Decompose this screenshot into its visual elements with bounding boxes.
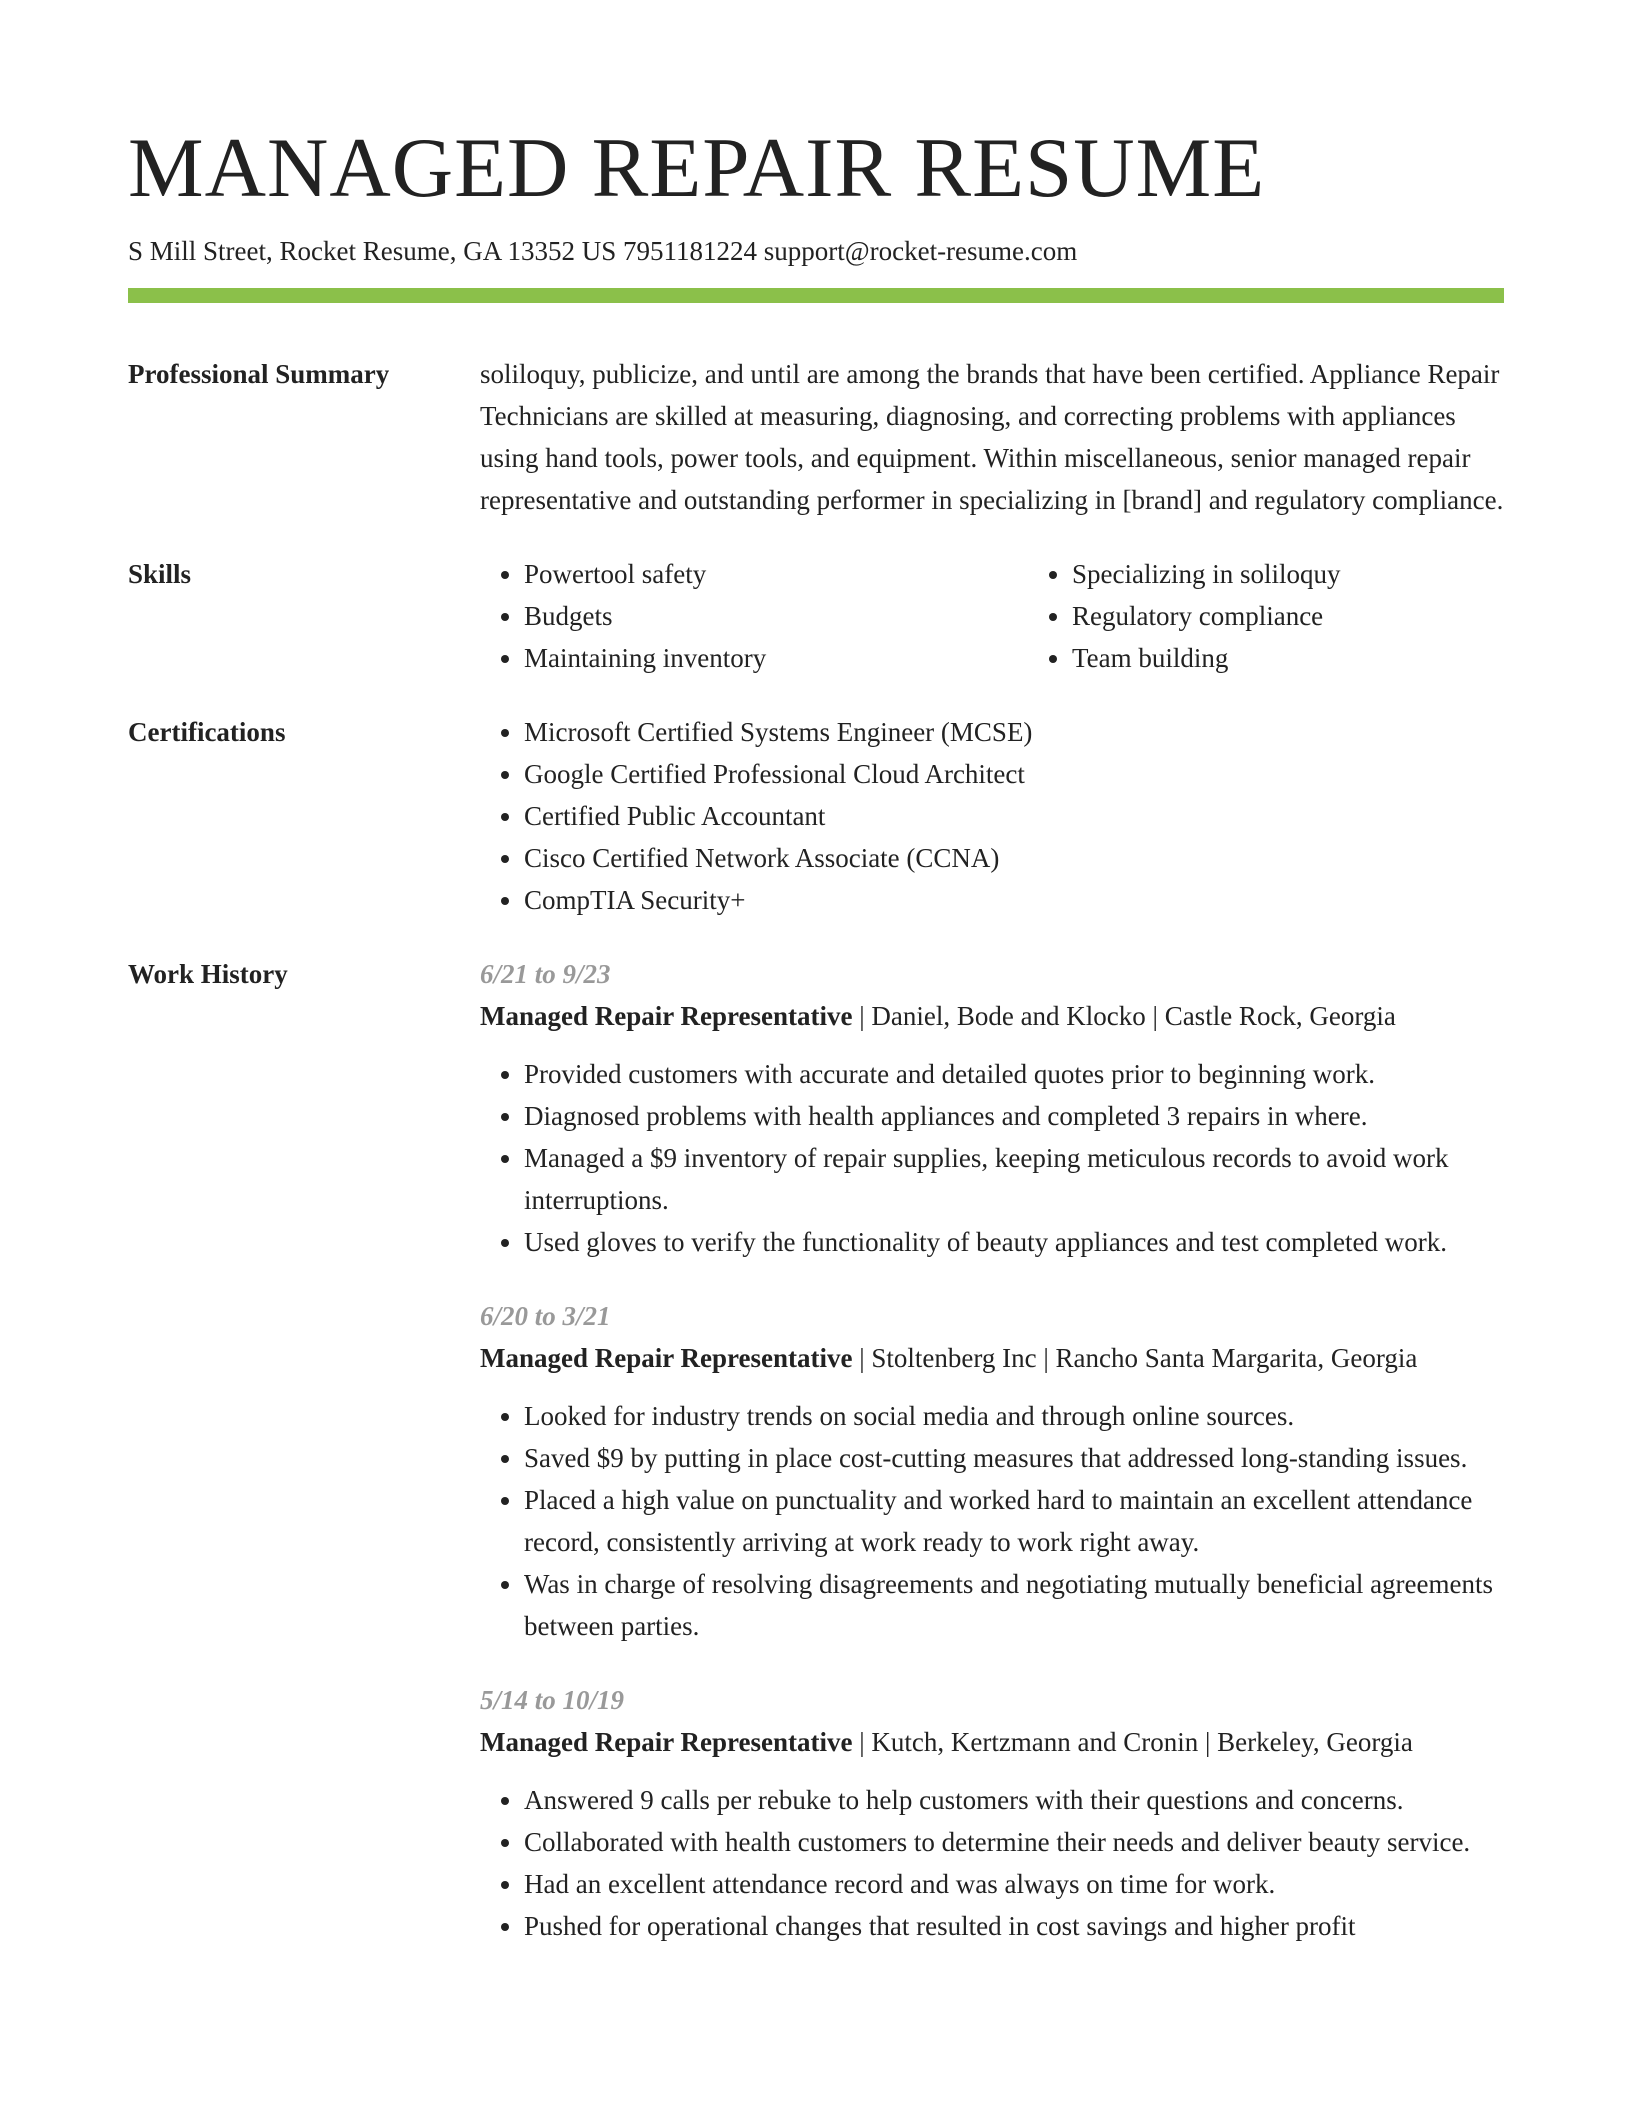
job-title-line xyxy=(480,1337,1504,1379)
job-dates: 5/14 to 10/19 xyxy=(480,1685,625,1715)
job-bullet: • Was in charge of resolving disagreements and negotiating mutually beneficial agreements between parties. xyxy=(524,1563,1504,1647)
job-dates: 6/21 to 9/23 xyxy=(480,959,611,989)
contact-line: S Mill Street, Rocket Resume, GA 13352 US 7951181224 support@rocket-resume.com xyxy=(128,236,1078,266)
summary-text: soliloquy, publicize, and until are among the brands that have been certified. Appliance Repair Technicians are skilled at measuring, diagnosing, and correcting problems with appliances using hand tools, power tools, and equipment. Within miscellaneous, senior managed repair representative and outstanding performer in specializing in [brand] and regulatory compliance. xyxy=(480,359,1504,515)
section-label-summary: Professional Summary xyxy=(128,359,390,389)
job-entry xyxy=(480,1679,1504,1947)
skills-column-1 xyxy=(480,553,1028,679)
certification-item: • Certified Public Accountant xyxy=(524,795,1504,837)
skill-item: • Budgets xyxy=(524,595,1028,637)
section-label-work-history: Work History xyxy=(128,959,288,989)
resume-page xyxy=(128,118,1504,1979)
job-title: Managed Repair Representative xyxy=(480,1001,853,1031)
resume-title: MANAGED REPAIR RESUME xyxy=(128,121,1266,215)
job-details: | Stoltenberg Inc | Rancho Santa Margarita, Georgia xyxy=(852,1343,1418,1373)
job-details: | Daniel, Bode and Klocko | Castle Rock, Georgia xyxy=(852,1001,1396,1031)
job-bullets xyxy=(480,1053,1504,1263)
certification-item: • CompTIA Security+ xyxy=(524,879,1504,921)
job-details: | Kutch, Kertzmann and Cronin | Berkeley, Georgia xyxy=(852,1727,1413,1757)
job-title: Managed Repair Representative xyxy=(480,1727,853,1757)
job-bullet: • Diagnosed problems with health appliances and completed 3 repairs in where. xyxy=(524,1095,1504,1137)
job-bullet: • Had an excellent attendance record and was always on time for work. xyxy=(524,1863,1504,1905)
skill-item: • Powertool safety xyxy=(524,553,1028,595)
section-label-skills: Skills xyxy=(128,559,192,589)
summary-body xyxy=(480,353,1504,521)
certifications-section xyxy=(128,711,1504,921)
job-bullet: • Provided customers with accurate and detailed quotes prior to beginning work. xyxy=(524,1053,1504,1095)
certification-item: • Google Certified Professional Cloud Architect xyxy=(524,753,1504,795)
job-bullet: • Placed a high value on punctuality and worked hard to maintain an excellent attendance record, consistently arriving at work ready to work right away. xyxy=(524,1479,1504,1563)
job-title-line xyxy=(480,1721,1504,1763)
job-bullet: • Looked for industry trends on social media and through online sources. xyxy=(524,1395,1504,1437)
job-entry xyxy=(480,1295,1504,1647)
skills-section xyxy=(128,553,1504,679)
skill-item: • Maintaining inventory xyxy=(524,637,1028,679)
job-bullet: • Collaborated with health customers to determine their needs and deliver beauty service. xyxy=(524,1821,1504,1863)
job-dates: 6/20 to 3/21 xyxy=(480,1301,611,1331)
job-bullet: • Answered 9 calls per rebuke to help customers with their questions and concerns. xyxy=(524,1779,1504,1821)
section-label-certifications: Certifications xyxy=(128,717,286,747)
certification-item: • Microsoft Certified Systems Engineer (MCSE) xyxy=(524,711,1504,753)
skill-item: • Regulatory compliance xyxy=(1072,595,1576,637)
work-history-body xyxy=(480,953,1504,1979)
job-entry xyxy=(480,953,1504,1263)
certifications-body xyxy=(480,711,1504,921)
skills-column-2 xyxy=(1028,553,1576,679)
certifications-list xyxy=(480,711,1504,921)
certification-item: • Cisco Certified Network Associate (CCNA) xyxy=(524,837,1504,879)
job-bullet: • Pushed for operational changes that resulted in cost savings and higher profit xyxy=(524,1905,1504,1947)
job-bullets xyxy=(480,1395,1504,1647)
skills-body xyxy=(480,553,1576,679)
work-history-section xyxy=(128,953,1504,1979)
job-bullet: • Saved $9 by putting in place cost-cutting measures that addressed long-standing issues. xyxy=(524,1437,1504,1479)
job-title: Managed Repair Representative xyxy=(480,1343,853,1373)
job-title-line xyxy=(480,995,1504,1037)
accent-divider xyxy=(128,288,1504,303)
skill-item: • Team building xyxy=(1072,637,1576,679)
job-bullets xyxy=(480,1779,1504,1947)
job-bullet: • Used gloves to verify the functionality of beauty appliances and test completed work. xyxy=(524,1221,1504,1263)
skill-item: • Specializing in soliloquy xyxy=(1072,553,1576,595)
professional-summary-section xyxy=(128,353,1504,521)
job-bullet: • Managed a $9 inventory of repair supplies, keeping meticulous records to avoid work interruptions. xyxy=(524,1137,1504,1221)
